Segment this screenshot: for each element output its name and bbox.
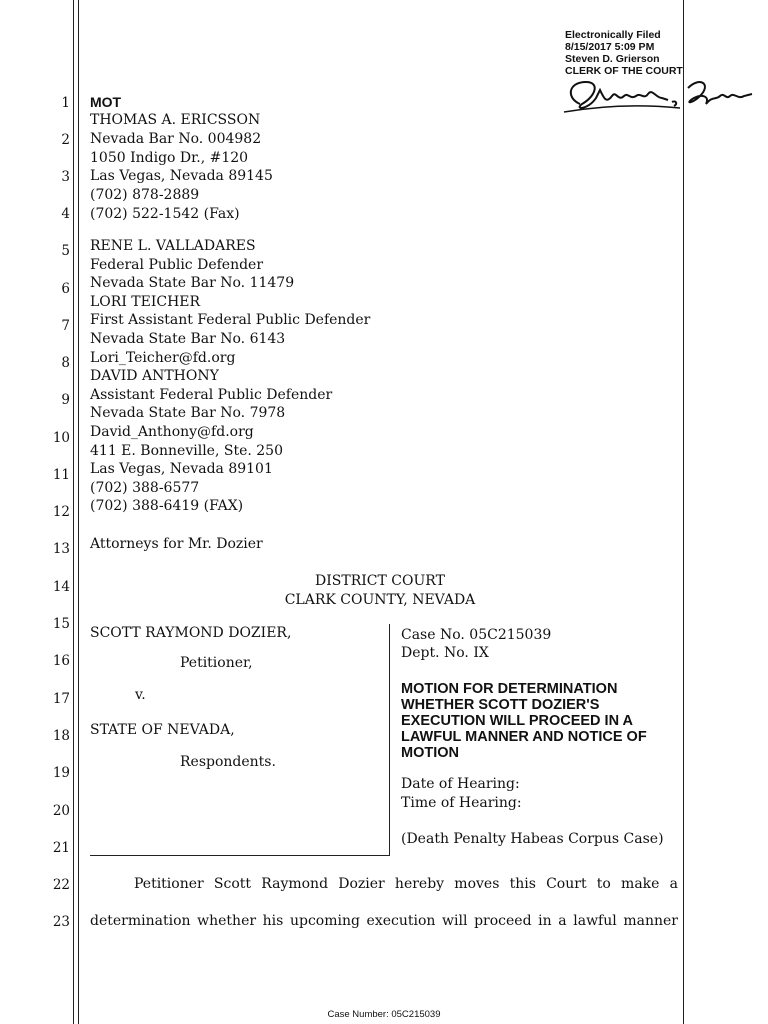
attorney-address: Las Vegas, Nevada 89145: [90, 168, 273, 184]
line-number: 17: [52, 691, 70, 707]
date-of-hearing: Date of Hearing:: [401, 776, 520, 792]
attorney-phone: (702) 388-6577: [90, 480, 200, 496]
motion-title-line: EXECUTION WILL PROCEED IN A: [401, 713, 634, 729]
line-number: 19: [52, 765, 70, 781]
motion-title-line: LAWFUL MANNER AND NOTICE OF: [401, 729, 647, 745]
line-number: 20: [52, 803, 70, 819]
line-number: 14: [52, 579, 70, 595]
line-number: 3: [61, 169, 70, 185]
filing-stamp-line: Electronically Filed: [565, 29, 661, 41]
attorney-bar-number: Nevada State Bar No. 11479: [90, 275, 295, 291]
petitioner-role: Petitioner,: [180, 655, 253, 671]
case-type: (Death Penalty Habeas Corpus Case): [401, 831, 664, 847]
line-number: 18: [52, 728, 70, 744]
court-name: DISTRICT COURT: [315, 573, 445, 589]
line-number: 8: [61, 355, 70, 371]
respondent-name: STATE OF NEVADA,: [90, 722, 235, 738]
line-number: 1: [61, 95, 70, 111]
respondent-role: Respondents.: [180, 754, 276, 770]
attorney-name: RENE L. VALLADARES: [90, 238, 256, 254]
motion-title: [401, 681, 686, 761]
left-margin-rule-outer: [73, 0, 74, 1024]
line-number: 7: [61, 318, 70, 334]
line-number: 2: [61, 132, 70, 148]
petitioner-name: SCOTT RAYMOND DOZIER,: [90, 625, 292, 641]
line-number: 11: [52, 467, 70, 483]
line-number: 22: [52, 877, 70, 893]
attorney-name: THOMAS A. ERICSSON: [90, 112, 261, 128]
attorney-address: Las Vegas, Nevada 89101: [90, 461, 273, 477]
body-text-line: Petitioner Scott Raymond Dozier hereby moves this Court to make a: [134, 876, 678, 892]
line-number: 15: [52, 616, 70, 632]
attorney-email: Lori_Teicher@fd.org: [90, 350, 236, 366]
filing-stamp-datetime: 8/15/2017 5:09 PM: [565, 41, 655, 53]
time-of-hearing: Time of Hearing:: [401, 795, 522, 811]
line-number: 12: [52, 504, 70, 520]
line-number: 5: [61, 243, 70, 259]
attorney-title: Assistant Federal Public Defender: [90, 387, 333, 403]
footer-case-number: Case Number: 05C215039: [327, 1009, 441, 1020]
filing-stamp-clerk-title: CLERK OF THE COURT: [565, 65, 683, 77]
motion-title-line: WHETHER SCOTT DOZIER'S: [401, 697, 600, 713]
attorney-address: 1050 Indigo Dr., #120: [90, 150, 249, 166]
clerk-signature: [560, 74, 756, 118]
line-number: 9: [61, 392, 70, 408]
attorney-name: DAVID ANTHONY: [90, 368, 219, 384]
attorney-fax: (702) 522-1542 (Fax): [90, 206, 240, 222]
court-county: CLARK COUNTY, NEVADA: [284, 592, 476, 608]
body-text-line: determination whether his upcoming execution will proceed in a lawful manner: [90, 913, 678, 929]
attorney-title: First Assistant Federal Public Defender: [90, 312, 371, 328]
attorneys-for: Attorneys for Mr. Dozier: [90, 536, 263, 552]
motion-title-line: MOTION FOR DETERMINATION: [401, 681, 618, 697]
attorney-bar-number: Nevada State Bar No. 6143: [90, 331, 286, 347]
attorney-address: 411 E. Bonneville, Ste. 250: [90, 443, 283, 459]
filing-stamp: [565, 29, 683, 77]
attorney-phone: (702) 878-2889: [90, 187, 200, 203]
document-code: MOT: [90, 94, 122, 110]
line-number: 21: [52, 840, 70, 856]
attorney-bar-number: Nevada State Bar No. 7978: [90, 405, 286, 421]
department-number: Dept. No. IX: [401, 645, 489, 661]
caption-divider-vertical: [389, 624, 390, 856]
attorney-fax: (702) 388-6419 (FAX): [90, 498, 244, 514]
left-margin-rule-inner: [78, 0, 79, 1024]
attorney-name: LORI TEICHER: [90, 294, 201, 310]
line-number: 13: [52, 541, 70, 557]
line-number: 4: [61, 206, 70, 222]
attorney-email: David_Anthony@fd.org: [90, 424, 254, 440]
line-number: 23: [52, 914, 70, 930]
filing-stamp-clerk-name: Steven D. Grierson: [565, 53, 660, 65]
motion-title-line: MOTION: [401, 745, 459, 761]
versus-label: v.: [135, 687, 146, 703]
attorney-bar-number: Nevada Bar No. 004982: [90, 131, 262, 147]
case-number: Case No. 05C215039: [401, 627, 552, 643]
caption-divider-horizontal: [90, 855, 390, 856]
line-number: 16: [52, 653, 70, 669]
right-margin-rule: [683, 0, 684, 1024]
line-number: 10: [52, 430, 70, 446]
attorney-title: Federal Public Defender: [90, 257, 264, 273]
line-number: 6: [61, 281, 70, 297]
